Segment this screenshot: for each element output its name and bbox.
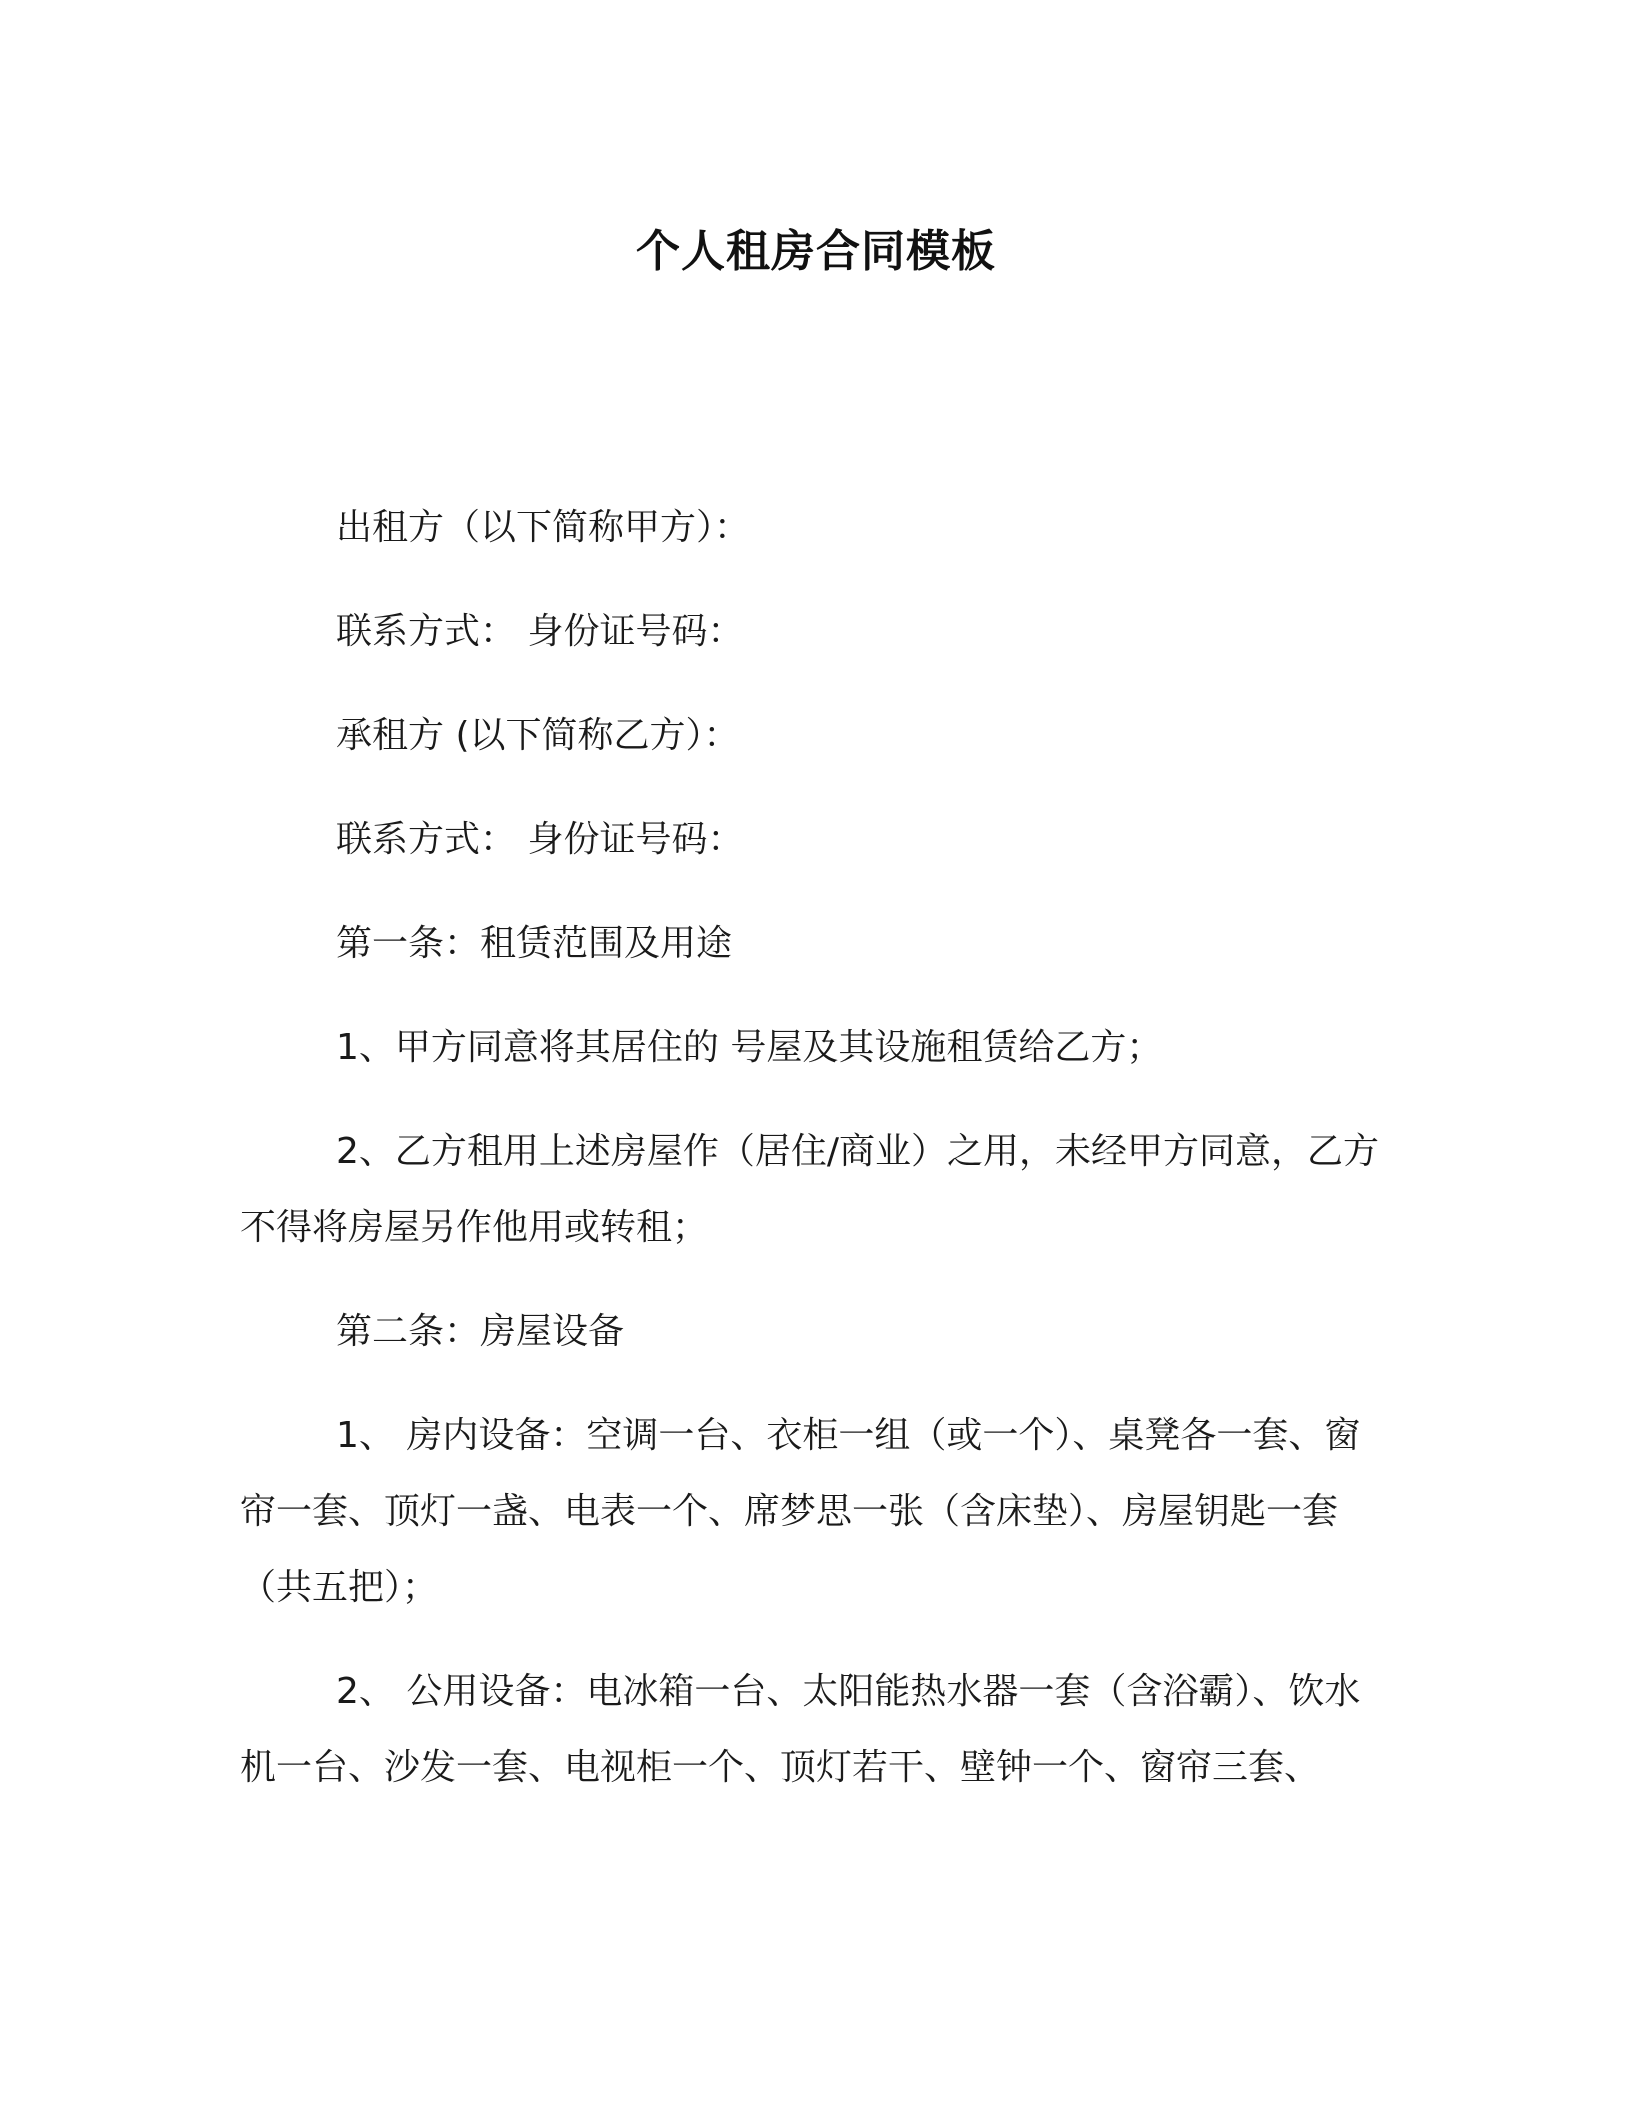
paragraph-lessor-contact: 联系方式： 身份证号码：	[336, 611, 744, 652]
article-1-clause-1: 1、甲方同意将其居住的 号屋及其设施租赁给乙方；	[336, 1027, 1163, 1068]
paragraph-lessor: 出租方（以下简称甲方）：	[336, 507, 751, 548]
document-title: 个人租房合同模板	[636, 226, 996, 277]
document-body	[240, 490, 1380, 1834]
paragraph-lessee-contact: 联系方式： 身份证号码：	[336, 819, 744, 860]
article-1-clause-2: 2、乙方租用上述房屋作（居住/商业）之用，未经甲方同意，乙方不得将房屋另作他用或转租；	[240, 1131, 1380, 1248]
article-2-clause-1: 1、 房内设备：空调一台、衣柜一组（或一个）、桌凳各一套、窗帘一套、顶灯一盏、电表一个、席梦思一张（含床垫）、房屋钥匙一套（共五把）；	[240, 1415, 1361, 1608]
article-1-heading: 第一条：租赁范围及用途	[336, 923, 733, 964]
paragraph-lessee: 承租方 (以下简称乙方）：	[336, 715, 740, 756]
article-2-clause-2: 2、 公用设备：电冰箱一台、太阳能热水器一套（含浴霸）、饮水机一台、沙发一套、电视柜一个、顶灯若干、壁钟一个、窗帘三套、	[240, 1671, 1361, 1788]
article-2-heading: 第二条：房屋设备	[336, 1311, 625, 1352]
